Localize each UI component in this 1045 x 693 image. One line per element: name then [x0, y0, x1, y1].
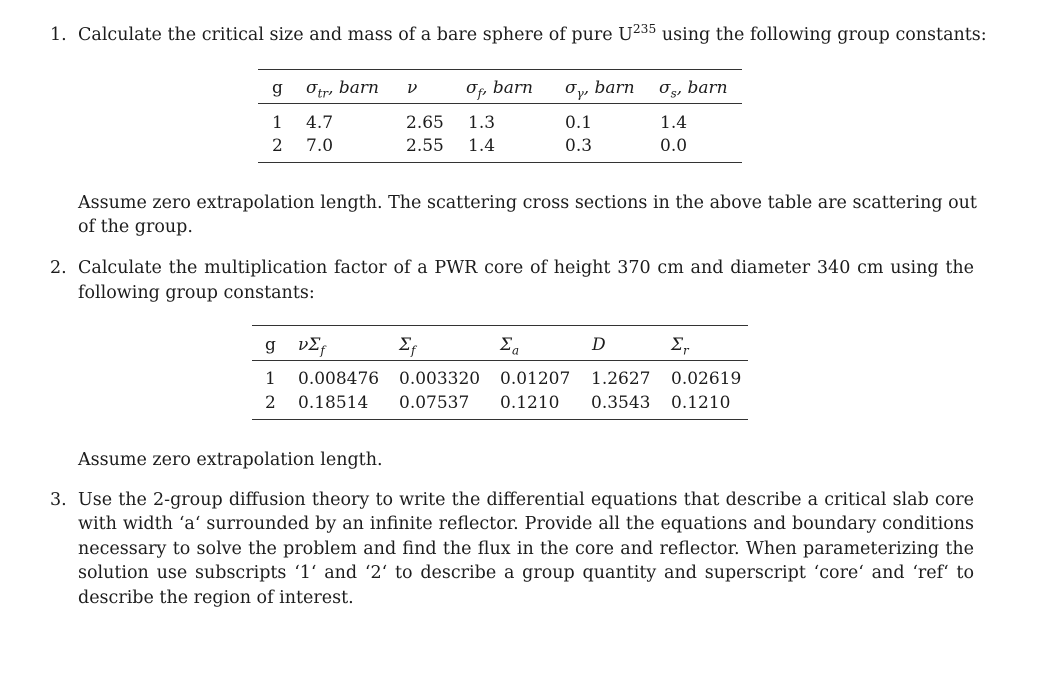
- table-1-bottom-rule: [258, 162, 742, 163]
- problem-2-line-2: following group constants:: [78, 283, 315, 303]
- problem-1-text-before: Calculate the critical size and mass of a bare sphere of pure U: [78, 25, 633, 45]
- table-1-header-sigma-gamma: $\sigma_\gamma$, barn: [565, 78, 635, 101]
- table-2-header-sigma-r: $\Sigma_r$: [671, 335, 689, 358]
- problem-3-line-5: describe the region of interest.: [78, 588, 354, 608]
- problem-3-number: 3.: [50, 490, 67, 510]
- table-1-header-rule: [258, 103, 742, 104]
- table-1-header-nu: ν: [407, 78, 418, 98]
- table-1-cell: 1: [272, 113, 283, 133]
- problem-1-superscript: 235: [632, 22, 657, 37]
- table-2-header-nu-sigma-f: $\nu\Sigma_f$: [298, 335, 325, 358]
- table-1-cell: 0.3: [565, 136, 593, 156]
- table-2-cell: 1: [265, 369, 276, 389]
- table-2-cell: 0.1210: [671, 393, 731, 413]
- table-2-top-rule: [252, 325, 748, 326]
- table-1-cell: 1.4: [468, 136, 496, 156]
- problem-2-number: 2.: [50, 258, 67, 278]
- table-1-cell: 1.3: [468, 113, 496, 133]
- table-2-cell: 0.18514: [298, 393, 369, 413]
- problem-2-note: Assume zero extrapolation length.: [78, 450, 383, 470]
- table-2-bottom-rule: [252, 419, 748, 420]
- table-2-cell: 0.008476: [298, 369, 380, 389]
- table-2-header-g: g: [265, 335, 276, 355]
- table-1-cell: 0.0: [660, 136, 688, 156]
- table-1-header-sigma-tr: $\sigma_{tr}$, barn: [306, 78, 379, 101]
- table-1-cell: 2.55: [406, 136, 444, 156]
- table-1-header-sigma-f: $\sigma_f$, barn: [466, 78, 533, 101]
- table-1-header-sigma-s: $\sigma_s$, barn: [659, 78, 728, 101]
- table-1-cell: 2: [272, 136, 283, 156]
- problem-3-line-4: solution use subscripts ‘1‘ and ‘2‘ to describe a group quantity and superscript ‘core‘ and ‘ref‘ to: [78, 563, 974, 583]
- table-1-header-g: g: [272, 78, 283, 98]
- table-1-cell: 1.4: [660, 113, 688, 133]
- table-2-cell: 2: [265, 393, 276, 413]
- problem-1-note-line-2: of the group.: [78, 217, 193, 237]
- table-2-cell: 0.07537: [399, 393, 470, 413]
- table-2-header-sigma-a: $\Sigma_a$: [500, 335, 520, 358]
- table-2-cell: 0.1210: [500, 393, 560, 413]
- table-1-cell: 0.1: [565, 113, 593, 133]
- table-1-cell: 4.7: [306, 113, 334, 133]
- table-2-cell: 1.2627: [591, 369, 651, 389]
- problem-2-line-1: Calculate the multiplication factor of a PWR core of height 370 cm and diameter 340 cm using the: [78, 258, 974, 278]
- problem-1-statement: [78, 23, 987, 47]
- table-2-header-sigma-f: $\Sigma_f$: [399, 335, 416, 358]
- table-2-cell: 0.003320: [399, 369, 481, 389]
- table-2-header-d: D: [592, 335, 606, 355]
- problem-1-note-line-1: Assume zero extrapolation length. The scattering cross sections in the above table are scattering out: [78, 193, 977, 213]
- table-1-cell: 2.65: [406, 113, 444, 133]
- problem-3-line-3: necessary to solve the problem and find the flux in the core and reflector. When parameterizing the: [78, 539, 974, 559]
- table-2-cell: 0.02619: [671, 369, 742, 389]
- problem-1-number: 1.: [50, 25, 67, 45]
- table-1-cell: 7.0: [306, 136, 334, 156]
- table-2-cell: 0.01207: [500, 369, 571, 389]
- table-2-cell: 0.3543: [591, 393, 651, 413]
- problem-1-text-after: using the following group constants:: [656, 25, 987, 45]
- table-1-top-rule: [258, 69, 742, 70]
- problem-3-line-1: Use the 2-group diffusion theory to write the differential equations that describe a critical slab core: [78, 490, 974, 510]
- problem-3-line-2: with width ‘a‘ surrounded by an infinite reflector. Provide all the equations and boundary conditions: [78, 514, 974, 534]
- table-2-header-rule: [252, 360, 748, 361]
